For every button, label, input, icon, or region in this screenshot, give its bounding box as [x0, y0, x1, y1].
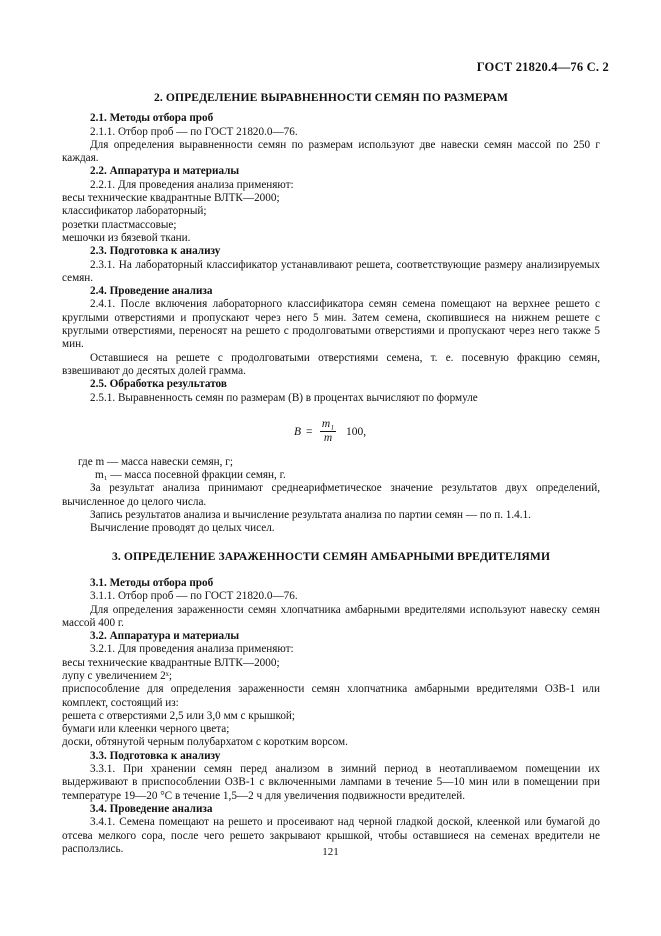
- paragraph-2-2-1: 2.2.1. Для проведения анализа применяют:: [90, 178, 294, 191]
- list-item: классификатор лабораторный;: [62, 205, 207, 218]
- formula: [62, 410, 600, 452]
- subsection-3-1-title: 3.1. Методы отбора проб: [90, 576, 214, 589]
- list-item: весы технические квадрантные ВЛТК—2000;: [62, 656, 280, 669]
- paragraph-result-3: Вычисление проводят до целых чисел.: [90, 522, 275, 535]
- paragraph-3-1-1: 3.1.1. Отбор проб — по ГОСТ 21820.0—76.: [90, 590, 298, 603]
- list-item: мешочки из бязевой ткани.: [62, 231, 191, 244]
- subsection-2-1-title: 2.1. Методы отбора проб: [90, 112, 214, 125]
- subsection-3-2-title: 3.2. Аппаратура и материалы: [90, 630, 240, 643]
- subsection-3-4-title: 3.4. Проведение анализа: [90, 802, 213, 815]
- paragraph-3-1-text: Для определения зараженности семян хлопчатника амбарными вредителями используют навеску семян массой 400 г.: [62, 603, 600, 629]
- paragraph-2-1-text: Для определения выравненности семян по размерам используют две навески семян массой по 250 г каждая.: [62, 138, 600, 165]
- formula-equals: =: [306, 425, 313, 438]
- section-3-title: 3. ОПРЕДЕЛЕНИЕ ЗАРАЖЕННОСТИ СЕМЯН АМБАРНЫМИ ВРЕДИТЕЛЯМИ: [111, 549, 551, 563]
- subsection-3-3-title: 3.3. Подготовка к анализу: [90, 749, 221, 762]
- subsection-2-2-title: 2.2. Аппаратура и материалы: [90, 165, 240, 178]
- paragraph-3-3-1: 3.3.1. При хранении семян перед анализом в зимний период в неотапливаемом помещении их выдерживают в приспособлении ОЗВ-1 с включенными лампами в течение 5—10 мин или в помещении при температуре 19—20 °С в течение 1,5—2 ч для увеличения подвижности вредителей.: [62, 763, 600, 802]
- section-2-title: 2. ОПРЕДЕЛЕНИЕ ВЫРАВНЕННОСТИ СЕМЯН ПО РАЗМЕРАМ: [153, 91, 509, 104]
- paragraph-2-3-1: 2.3.1. На лабораторный классификатор устанавливают решета, соответствующие размеру анализируемых семян.: [62, 258, 600, 284]
- list-item: решета с отверстиями 2,5 или 3,0 мм с крышкой;: [62, 709, 296, 722]
- page-number: 121: [322, 846, 339, 858]
- paragraph-3-2-1: 3.2.1. Для проведения анализа применяют:: [90, 643, 294, 656]
- paragraph-result-1: За результат анализа принимают среднеарифметическое значение результатов двух определений, вычисленное до целого числа.: [62, 482, 600, 508]
- list-item: доски, обтянутой черным полубархатом с коротким ворсом.: [62, 736, 348, 749]
- paragraph-2-4-1: 2.4.1. После включения лабораторного классификатора семян семена помещают на верхнее решето с круглыми отверстиями и пропускают через него 5 мин. Затем семена, скопившиеся на нижнем решете с круглыми отверстиями, переносят на решето с продолговатыми отверстиями и пропускают через него также 5 мин.: [62, 298, 600, 351]
- formula-lhs: B: [294, 425, 302, 438]
- formula-denominator: m: [323, 431, 333, 444]
- document-body: [62, 85, 600, 856]
- paragraph-3-4-1: 3.4.1. Семена помещают на решето и просеивают над черной гладкой доской, клеенкой или бумагой до отсева мелкого сора, после чего решето закрывают крышкой, чтобы оставшиеся на семенах вредители не расползлись.: [62, 816, 600, 855]
- paragraph-2-4-text: Оставшиеся на решете с продолговатыми отверстиями семена, т. е. посевную фракцию семян, взвешивают до десятых долей грамма.: [62, 351, 600, 377]
- list-item: приспособление для определения зараженности семян хлопчатника амбарными вредителями ОЗВ-1 или комплект, состоящий из:: [62, 683, 600, 709]
- list-item: лупу с увеличением 2ˣ;: [62, 669, 173, 682]
- list-item: весы технические квадрантные ВЛТК—2000;: [62, 192, 280, 205]
- paragraph-2-5-1: 2.5.1. Выравненность семян по размерам (B) в процентах вычисляют по формуле: [90, 391, 478, 404]
- list-item: розетки пластмассовые;: [62, 218, 177, 231]
- standard-header: ГОСТ 21820.4—76 С. 2: [476, 60, 609, 74]
- paragraph-result-2: Запись результатов анализа и вычисление результата анализа по партии семян — по п. 1.4.1.: [90, 509, 531, 522]
- formula-numerator: m₁: [321, 417, 335, 430]
- legend-m: где m — масса навески семян, г;: [78, 455, 233, 468]
- list-item: бумаги или клеенки черного цвета;: [62, 723, 230, 736]
- paragraph-2-1-1: 2.1.1. Отбор проб — по ГОСТ 21820.0—76.: [90, 125, 298, 138]
- subsection-2-3-title: 2.3. Подготовка к анализу: [90, 245, 221, 258]
- formula-constant: 100,: [346, 425, 367, 438]
- subsection-2-5-title: 2.5. Обработка результатов: [90, 378, 227, 391]
- legend-m1: m₁ — масса посевной фракции семян, г.: [95, 469, 286, 482]
- subsection-2-4-title: 2.4. Проведение анализа: [90, 285, 213, 298]
- formula-fraction: [320, 418, 336, 445]
